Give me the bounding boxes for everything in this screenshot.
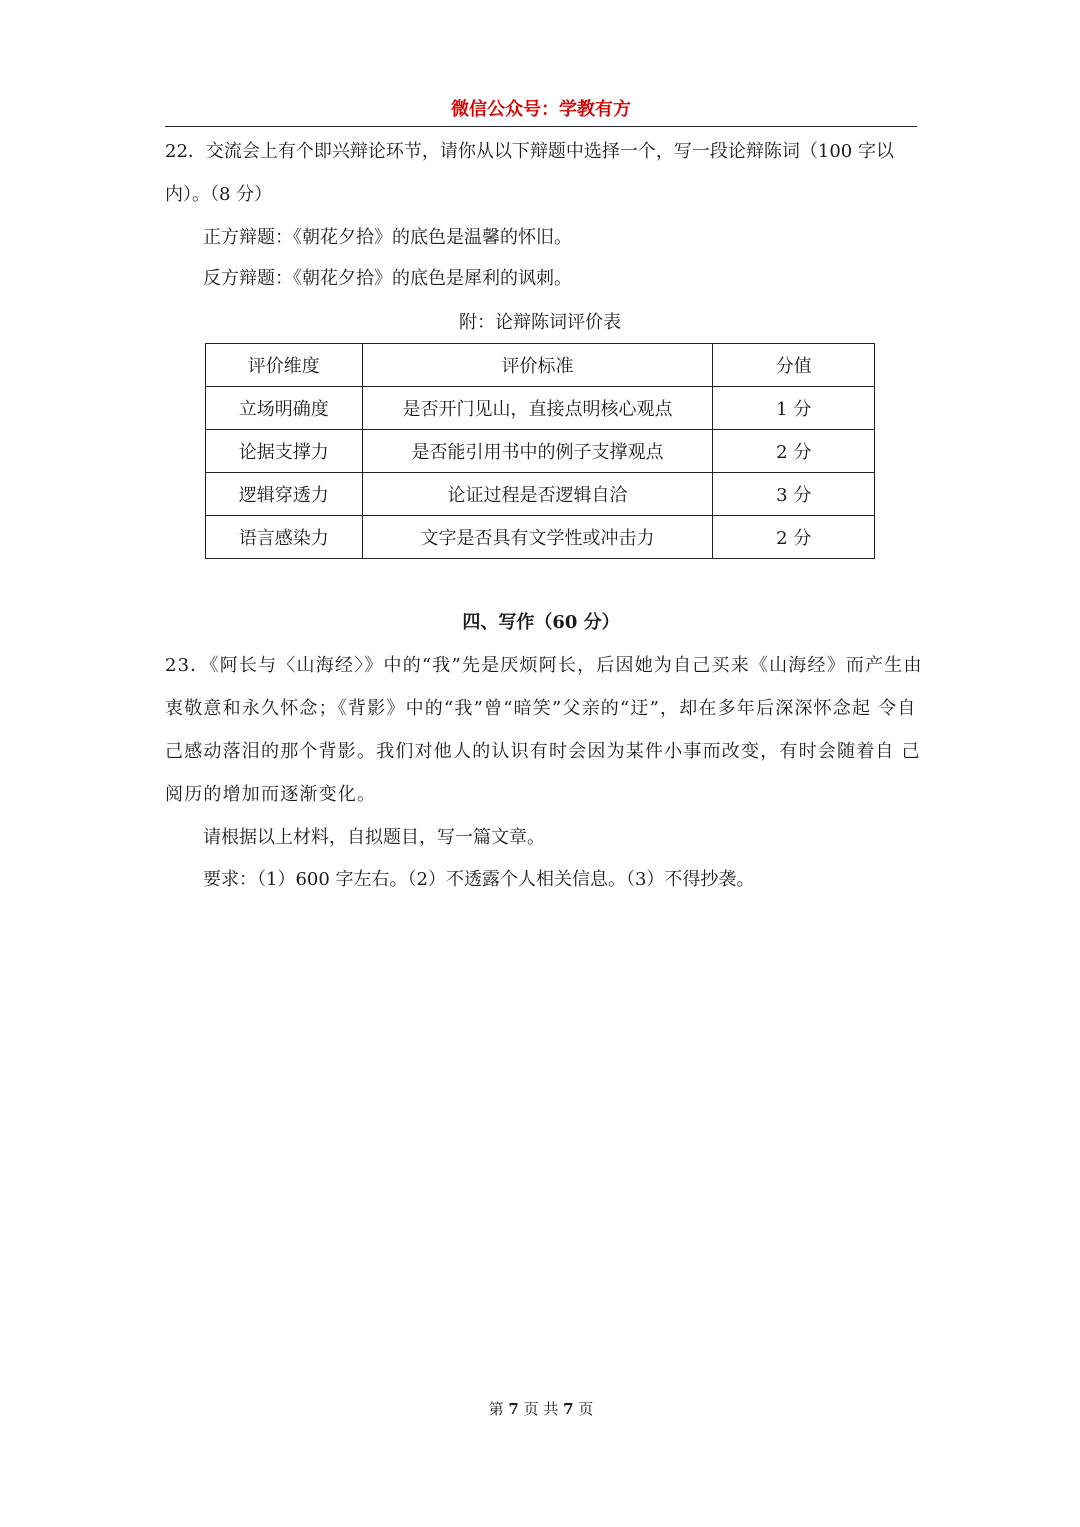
q23-material-line3: 己感动落泪的那个背影。我们对他人的认识有时会因为某件小事而改变，有时会随着自 己 <box>165 741 921 762</box>
rubric-header-criteria: 评价标准 <box>362 344 713 387</box>
table-row <box>206 430 875 473</box>
footer-middle: 页 共 <box>523 1400 559 1418</box>
table-row <box>206 473 875 516</box>
rubric-header-dimension: 评价维度 <box>206 344 363 387</box>
rubric-score-cell: 1 分 <box>713 387 875 430</box>
footer-suffix: 页 <box>578 1400 594 1418</box>
rubric-dimension-cell: 语言感染力 <box>206 516 363 559</box>
rubric-criteria-cell: 是否开门见山，直接点明核心观点 <box>362 387 713 430</box>
section-title-writing: 四、写作（60 分） <box>462 612 620 633</box>
rubric-criteria-cell: 文字是否具有文学性或冲击力 <box>362 516 713 559</box>
q22-prompt-line1: 22．交流会上有个即兴辩论环节，请你从以下辩题中选择一个，写一段论辩陈词（100 字以 <box>165 141 894 162</box>
rubric-dimension-cell: 逻辑穿透力 <box>206 473 363 516</box>
rubric-score-cell: 3 分 <box>713 473 875 516</box>
rubric-dimension-cell: 论据支撑力 <box>206 430 363 473</box>
q23-material-line2: 衷敬意和永久怀念；《背影》中的“我”曾“暗笑”父亲的“迂”，却在多年后深深怀念起 令自 <box>165 698 917 719</box>
rubric-score-cell: 2 分 <box>713 430 875 473</box>
header-rule <box>165 126 917 127</box>
page-footer <box>165 1397 917 1421</box>
watermark-header: 微信公众号：学教有方 <box>451 99 631 120</box>
q23-instruction: 请根据以上材料，自拟题目，写一篇文章。 <box>203 827 545 848</box>
rubric-table <box>205 343 875 559</box>
q23-material-line4: 阅历的增加而逐渐变化。 <box>165 784 377 805</box>
q23-material-line1: 23．《阿长与〈山海经〉》中的“我”先是厌烦阿长，后因她为自己买来《山海经》而产生由 <box>165 655 923 676</box>
table-row <box>206 516 875 559</box>
rubric-criteria-cell: 论证过程是否逻辑自洽 <box>362 473 713 516</box>
rubric-table-caption: 附：论辩陈词评价表 <box>459 312 621 333</box>
footer-prefix: 第 <box>488 1400 504 1418</box>
footer-total-pages: 7 <box>563 1400 574 1418</box>
q22-prompt-line2: 内）。（8 分） <box>165 184 273 205</box>
rubric-criteria-cell: 是否能引用书中的例子支撑观点 <box>362 430 713 473</box>
rubric-dimension-cell: 立场明确度 <box>206 387 363 430</box>
q22-pro-topic: 正方辩题：《朝花夕拾》的底色是温馨的怀旧。 <box>203 227 572 248</box>
rubric-table-header-row <box>206 344 875 387</box>
table-row <box>206 387 875 430</box>
rubric-score-cell: 2 分 <box>713 516 875 559</box>
rubric-header-score: 分值 <box>713 344 875 387</box>
q22-con-topic: 反方辩题：《朝花夕拾》的底色是犀利的讽刺。 <box>203 268 572 289</box>
q23-requirements: 要求：（1）600 字左右。（2）不透露个人相关信息。（3）不得抄袭。 <box>203 869 755 890</box>
footer-page-number: 7 <box>508 1400 519 1418</box>
